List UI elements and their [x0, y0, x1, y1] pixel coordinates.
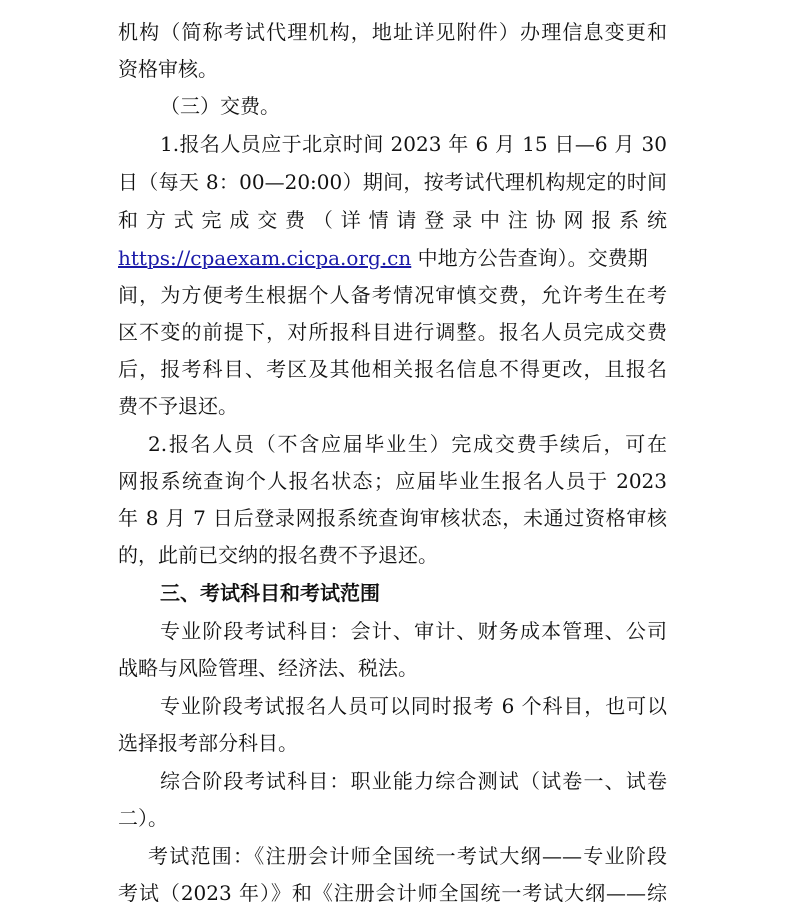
text-line: 后，报考科目、考区及其他相关报名信息不得更改，且报名 [118, 357, 667, 381]
text-line: 和方式完成交费（详情请登录中注协网报系统 [118, 208, 667, 232]
text-fragment: 中地方公告查询）。交费期 [411, 246, 648, 270]
text-line: 二）。 [118, 806, 168, 830]
text-line: 机构（简称考试代理机构，地址详见附件）办理信息变更和 [118, 20, 667, 44]
section-heading: （三）交费。 [160, 94, 280, 118]
text-line: 考试范围：《注册会计师全国统一考试大纲——专业阶段 [148, 844, 667, 868]
text-line: 综合阶段考试科目：职业能力综合测试（试卷一、试卷 [160, 769, 667, 793]
text-line: 1.报名人员应于北京时间 2023 年 6 月 15 日—6 月 30 [160, 132, 667, 156]
text-line: 资格审核。 [118, 57, 218, 81]
text-line: 考试（2023 年）》和《注册会计师全国统一考试大纲——综 [118, 881, 667, 905]
text-line: 网报系统查询个人报名状态；应届毕业生报名人员于 2023 [118, 469, 667, 493]
cpaexam-link[interactable]: https://cpaexam.cicpa.org.cn [118, 246, 412, 270]
section-heading: 三、考试科目和考试范围 [160, 581, 380, 605]
text-line [118, 240, 667, 277]
text-line: 战略与风险管理、经济法、税法。 [118, 656, 418, 680]
text-line: 专业阶段考试报名人员可以同时报考 6 个科目，也可以 [160, 694, 667, 718]
text-line: 选择报考部分科目。 [118, 731, 298, 755]
text-line: 费不予退还。 [118, 394, 238, 418]
text-line: 2.报名人员（不含应届毕业生）完成交费手续后，可在 [148, 432, 667, 456]
text-line: 间，为方便考生根据个人备考情况审慎交费，允许考生在考 [118, 283, 667, 307]
text-line: 年 8 月 7 日后登录网报系统查询审核状态，未通过资格审核 [118, 506, 667, 530]
text-line: 的，此前已交纳的报名费不予退还。 [118, 543, 438, 567]
text-line: 区不变的前提下，对所报科目进行调整。报名人员完成交费 [118, 320, 667, 344]
text-line: 日（每天 8：00—20:00）期间，按考试代理机构规定的时间 [118, 170, 667, 194]
text-line: 专业阶段考试科目：会计、审计、财务成本管理、公司 [160, 619, 667, 643]
